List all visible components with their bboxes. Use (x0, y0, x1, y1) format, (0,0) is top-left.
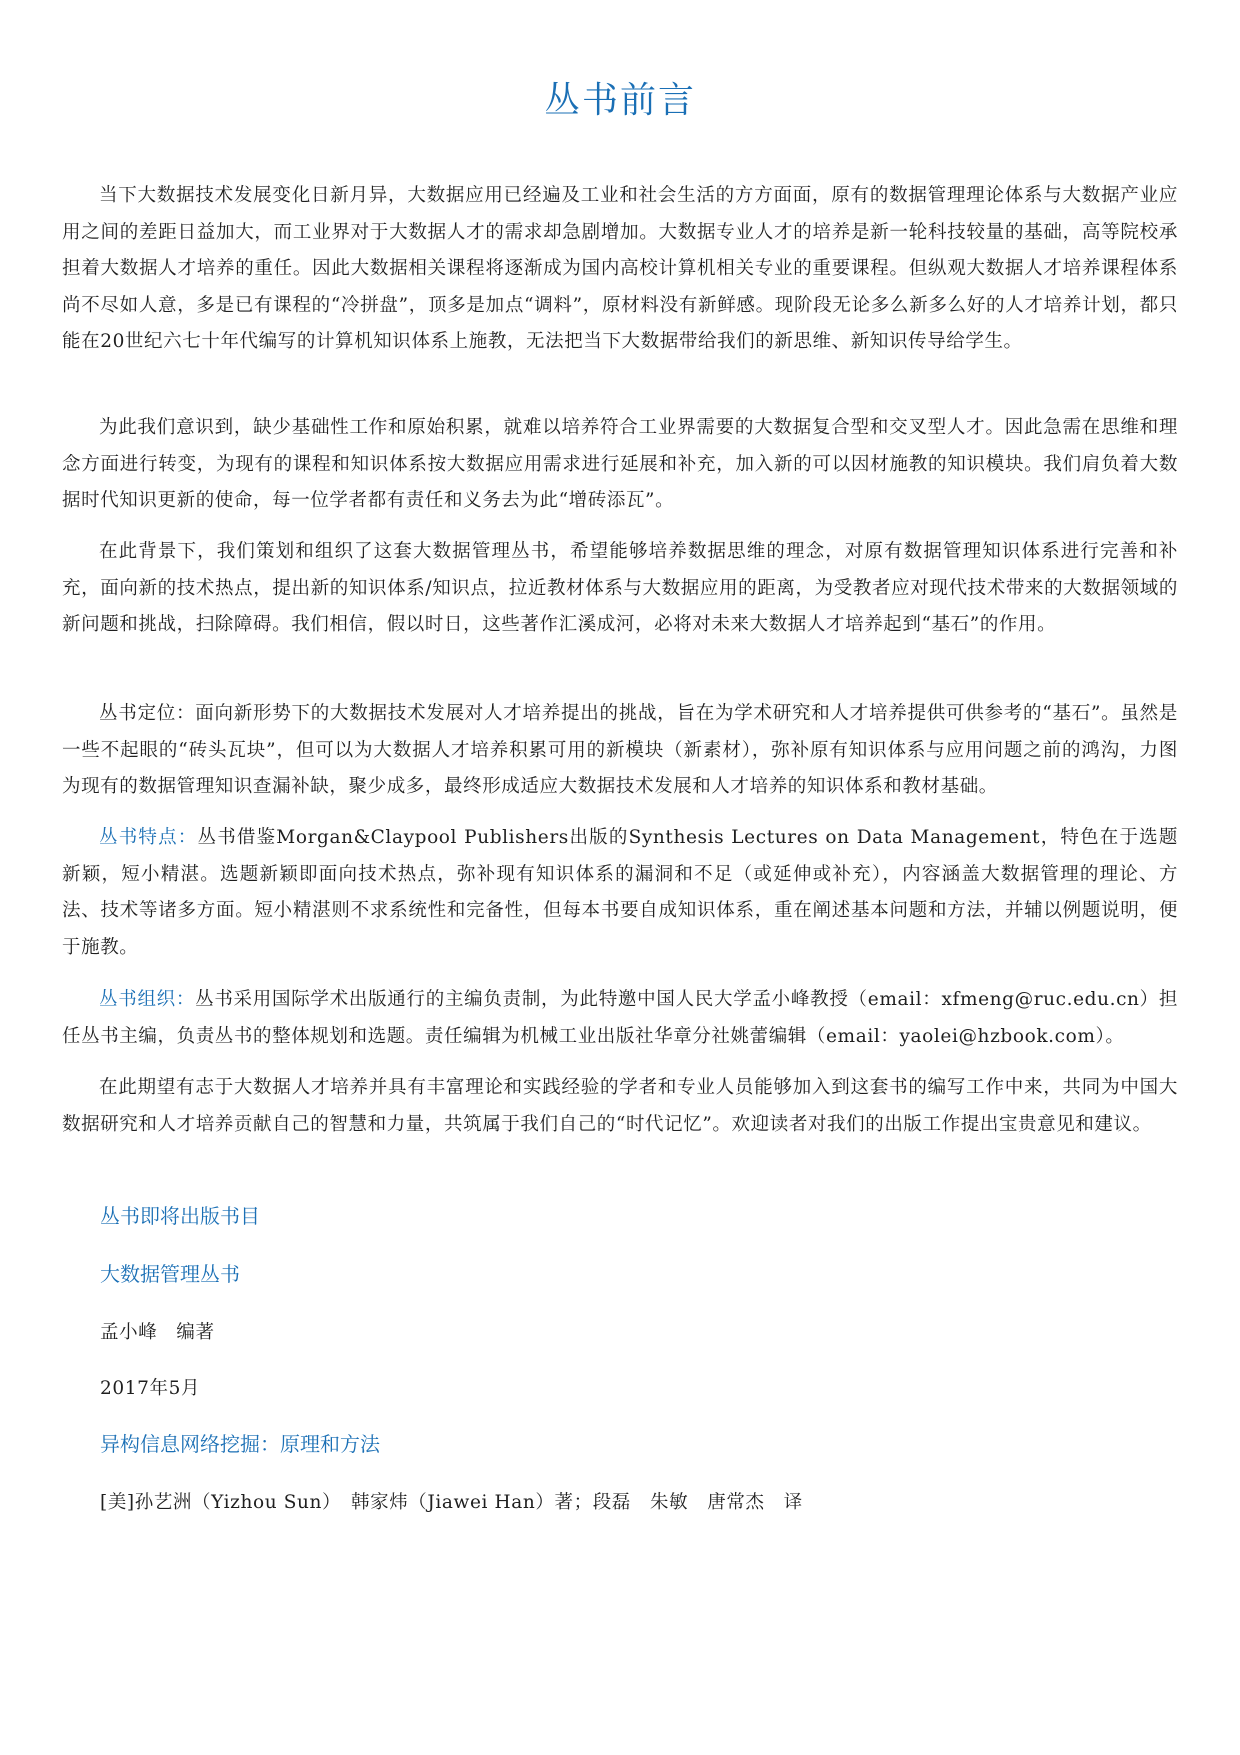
paragraph-organization (62, 982, 1178, 1055)
paragraph-features (62, 820, 1178, 966)
organization-text: 丛书采用国际学术出版通行的主编负责制，为此特邀中国人民大学孟小峰教授（email：xfmeng@ruc.edu.cn）担任丛书主编，负责丛书的整体规划和选题。责任编辑为机械工业出版社华章分社姚蕾编辑（email：yaolei@hzbook.com）。 (62, 989, 1178, 1047)
book-title: 异构信息网络挖掘：原理和方法 (100, 1432, 380, 1456)
book-author: 孟小峰 编著 (100, 1322, 215, 1343)
page-title: 丛书前言 (543, 80, 696, 121)
paragraph-background: 在此背景下，我们策划和组织了这套大数据管理丛书，希望能够培养数据思维的理念，对原有数据管理知识体系进行完善和补充，面向新的技术热点，提出新的知识体系/知识点，拉近教材体系与大数据应用的距离，为受教者应对现代技术带来的大数据领域的新问题和挑战，扫除障碍。我们相信，假以时日，这些著作汇溪成河，必将对未来大数据人才培养起到“基石”的作用。 (62, 541, 1178, 635)
book-date: 2017年5月 (100, 1378, 201, 1399)
paragraph-positioning: 丛书定位：面向新形势下的大数据技术发展对人才培养提出的挑战，旨在为学术研究和人才培养提供可供参考的“基石”。虽然是一些不起眼的“砖头瓦块”，但可以为大数据人才培养积累可用的新模块（新素材），弥补原有知识体系与应用问题之前的鸿沟，力图为现有的数据管理知识查漏补缺，聚少成多，最终形成适应大数据技术发展和人才培养的知识体系和教材基础。 (62, 703, 1178, 797)
paragraph-intro: 当下大数据技术发展变化日新月异，大数据应用已经遍及工业和社会生活的方方面面，原有的数据管理理论体系与大数据产业应用之间的差距日益加大，而工业界对于大数据人才的需求却急剧增加。大数据专业人才的培养是新一轮科技较量的基础，高等院校承担着大数据人才培养的重任。因此大数据相关课程将逐渐成为国内高校计算机相关专业的重要课程。但纵观大数据人才培养课程体系尚不尽如人意，多是已有课程的“冷拼盘”，顶多是加点“调料”，原材料没有新鲜感。现阶段无论多么新多么好的人才培养计划，都只能在20世纪六七十年代编写的计算机知识体系上施教，无法把当下大数据带给我们的新思维、新知识传导给学生。 (62, 185, 1178, 352)
book-author: [美]孙艺洲（Yizhou Sun） 韩家炜（Jiawei Han）著；段磊 朱敏 唐常杰 译 (100, 1492, 803, 1513)
book-title: 大数据管理丛书 (100, 1262, 240, 1286)
features-label: 丛书特点： (99, 827, 198, 848)
paragraph-closing: 在此期望有志于大数据人才培养并具有丰富理论和实践经验的学者和专业人员能够加入到这套书的编写工作中来，共同为中国大数据研究和人才培养贡献自己的智慧和力量，共筑属于我们自己的“时代记忆”。欢迎读者对我们的出版工作提出宝贵意见和建议。 (62, 1077, 1178, 1135)
upcoming-books-heading: 丛书即将出版书目 (100, 1204, 260, 1228)
features-text: 丛书借鉴Morgan&Claypool Publishers出版的Synthesis Lectures on Data Management，特色在于选题新颖，短小精湛。选题新颖即面向技术热点，弥补现有知识体系的漏洞和不足（或延伸或补充），内容涵盖大数据管理的理论、方法、技术等诸多方面。短小精湛则不求系统性和完备性，但每本书要自成知识体系，重在阐述基本问题和方法，并辅以例题说明，便于施教。 (62, 827, 1178, 958)
paragraph-motivation: 为此我们意识到，缺少基础性工作和原始积累，就难以培养符合工业界需要的大数据复合型和交叉型人才。因此急需在思维和理念方面进行转变，为现有的课程和知识体系按大数据应用需求进行延展和补充，加入新的可以因材施教的知识模块。我们肩负着大数据时代知识更新的使命，每一位学者都有责任和义务去为此“增砖添瓦”。 (62, 417, 1178, 511)
organization-label: 丛书组织： (99, 989, 196, 1010)
